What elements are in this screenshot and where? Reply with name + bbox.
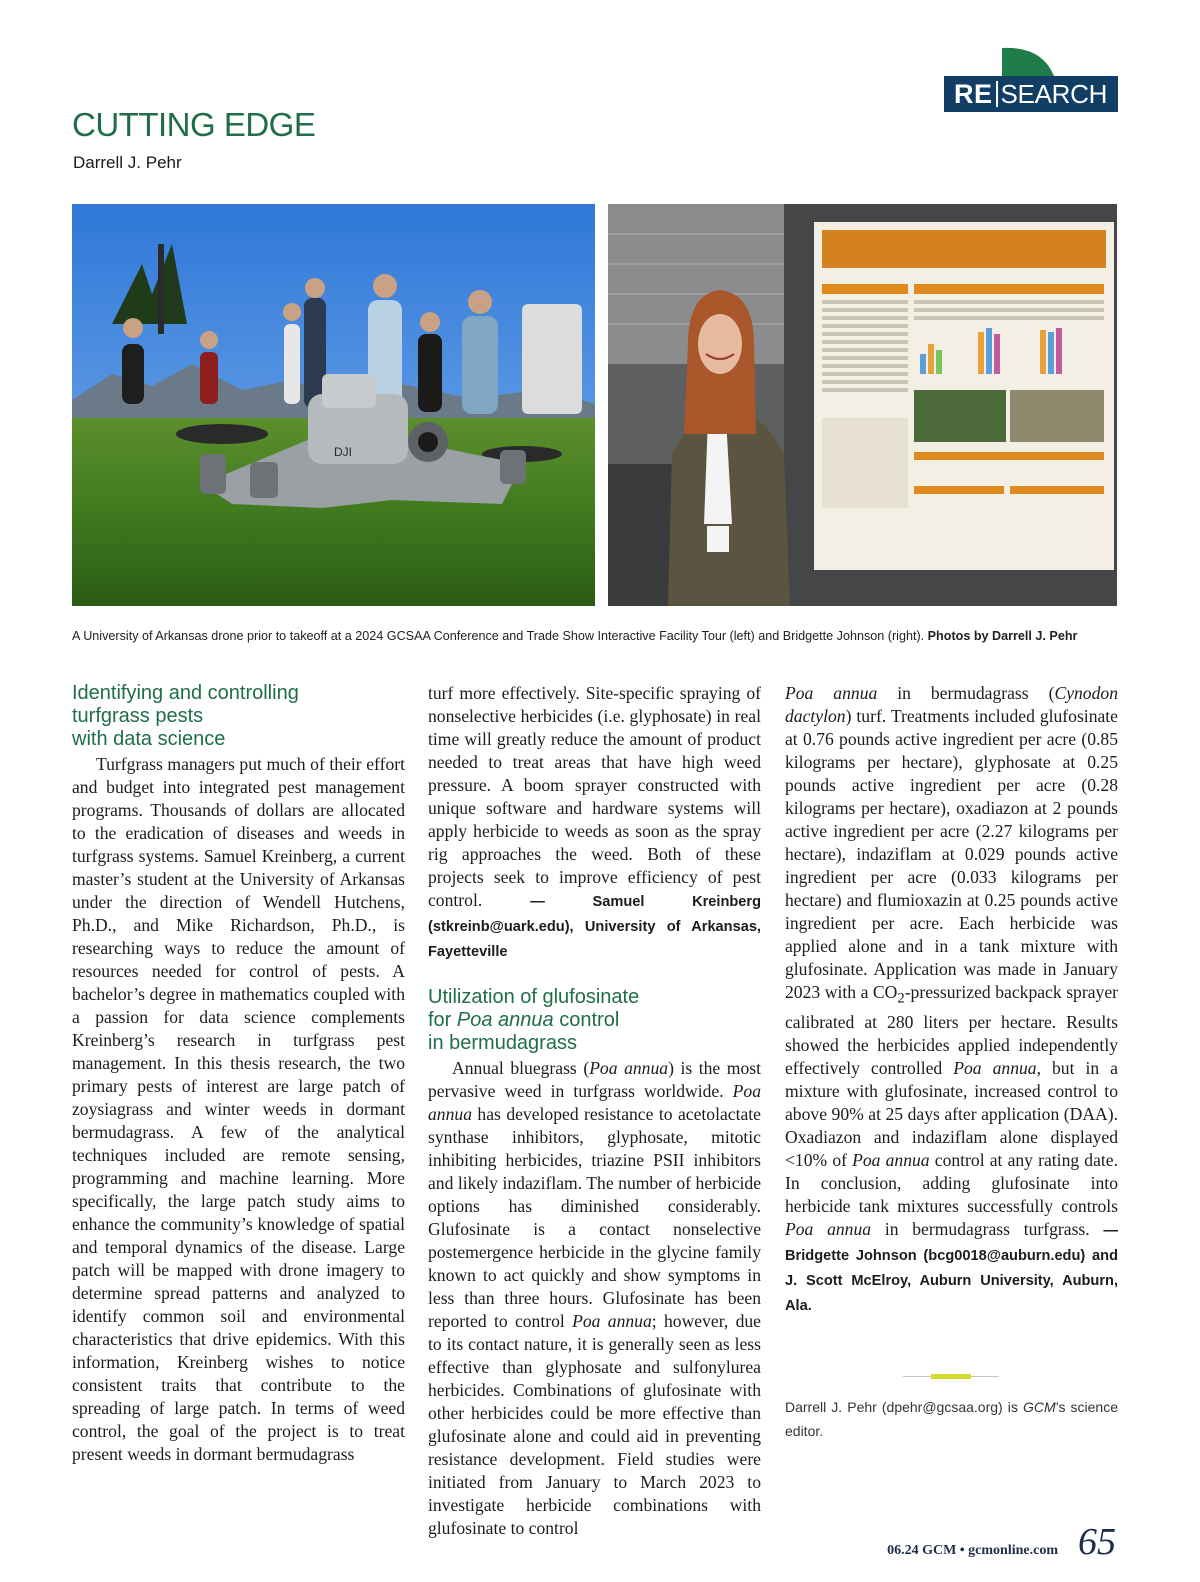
bio-post: ’s science editor.	[785, 1399, 1118, 1439]
logo-re: RE	[954, 78, 993, 109]
leaf-icon	[1002, 46, 1054, 76]
article1-heading-line2: turfgrass pests	[72, 705, 204, 727]
divider-highlight	[931, 1374, 971, 1379]
author-byline: Darrell J. Pehr	[73, 153, 182, 172]
article2-text-6: -pressurized backpack sprayer calibrated at 280 liters per hectare. Results showed the herbicides applied independently effectively controlled	[785, 982, 1118, 1078]
article2-heading-species: Poa annua	[456, 1009, 554, 1031]
article2-heading-line1: Utilization of glufosinate	[428, 986, 640, 1008]
researcher-photo-image	[608, 204, 1117, 606]
article2-species-5: Cynodon dactylon	[785, 683, 1118, 726]
article2-text-5: ) turf. Treatments included glufosinate at 0.76 pounds active ingredient per acre (0.85 kilograms per hectare), glyphosate at 0.25 pounds active ingredient per acre (0.28 kilograms per hectare), oxadiazon at 2 pounds active ingredient per acre (2.27 kilograms per hectare), indaziflam at 0.029 pounds active ingredient per acre (0.033 kilograms per hectare) and flumioxazin at 0.25 pounds active ingredient per acre. Each herbicide was applied alone and in a tank mixture with glufosinate. Application was made in January 2023 with a CO	[785, 706, 1118, 1002]
photo-credit: Photos by Darrell J. Pehr	[927, 629, 1078, 643]
article2-heading-line2-post: control	[553, 1009, 620, 1031]
research-logo	[944, 46, 1118, 112]
article2-text-2: has developed resistance to acetolactate synthase inhibitors, glyphosate, mitotic inhibiting herbicides, triazine PSII inhibitors and likely indaziflam. The number of herbicide options has diminished considerably. Glufosinate is a contact nonselective postemergence herbicide in the glycine family known to act quickly and show symptoms in less than three hours. Glufosinate has been reported to control	[428, 1104, 761, 1331]
article2-intro-post: ) is the most pervasive weed in turfgrass worldwide.	[428, 1058, 761, 1101]
logo-search: SEARCH	[1000, 78, 1108, 109]
article1-body: Turfgrass managers put much of their effort and budget into integrated pest management programs. Thousands of dollars are allocated to the eradication of diseases and weeds in turfgrass systems. Samuel Kreinberg, a current master’s student at the University of Arkansas under the direction of Wendell Hutchens, Ph.D., and Mike Richardson, Ph.D., is researching ways to reduce the amount of resources needed for control of pests. A bachelor’s degree in mathematics coupled with a passion for data science complements Kreinberg’s research in turfgrass pest management. In this thesis research, the two primary pests of interest are large patch of zoysiagrass and winter weeds in dormant bermudagrass. A few of the analytical techniques included are remote sensing, programming and machine learning. More specifically, the large patch study aims to enhance the community’s knowledge of spatial and temporal dynamics of the disease. Large patch will be mapped with drone imagery to determine spread patterns and analyzed to identify common soil and environmental characteristics that drive epidemics. With this information, Kreinberg wishes to notice consistent traits that contribute to the spreading of large patch. In terms of weed control, the goal of the project is to treat present weeds in dormant bermudagrass	[72, 754, 405, 1464]
article2-species-3: Poa annua	[572, 1311, 652, 1331]
section-title: CUTTING EDGE	[72, 106, 316, 143]
article2-text-3: ; however, due to its contact nature, it is generally seen as less effective than glyphosate and sulfonylurea herbicides. Combinations of glufosinate with other herbicides could be more effective than glufosinate alone and could aid in preventing resistance development. Field studies were initiated from January to March 2023 to investigate herbicide combinations with glufosinate to control	[428, 1311, 761, 1538]
column-1	[72, 682, 405, 1466]
page-footer	[887, 1520, 1116, 1564]
article2-text-8: control at any rating date. In conclusion, adding glufosinate into herbicide tank mixtures successfully controls	[785, 1149, 1119, 1216]
article-gap	[428, 964, 761, 986]
page-number: 65	[1078, 1521, 1116, 1563]
article2-text-7: , but in a mixture with glufosinate, increased control to above 90% at 25 days after application (DAA). Oxadiazon and indaziflam alone displayed <10% of	[785, 1057, 1118, 1170]
bio-magazine: GCM	[1022, 1399, 1056, 1415]
logo-bar	[944, 76, 1118, 112]
article2-body	[428, 1057, 761, 1540]
article2-intro-species: Poa annua	[589, 1058, 669, 1078]
bio-pre: Darrell J. Pehr (dpehr@gcsaa.org) is	[785, 1399, 1023, 1415]
photo-caption	[72, 629, 1118, 643]
article1-heading	[72, 682, 405, 751]
drone-photo	[72, 204, 595, 606]
article1-heading-line1: Identifying and controlling	[72, 682, 299, 704]
article1-body-col2: turf more effectively. Site-specific spraying of nonselective herbicides (i.e. glyphosate) in real time will greatly reduce the amount of product needed to treat areas that have high weed pressure. A boom sprayer constructed with unique software and hardware systems will apply herbicide to weeds as soon as the spray rig approaches the weed. Both of these projects seek to improve efficiency of pest control.	[428, 683, 761, 910]
article2-text-4: in bermudagrass (	[877, 683, 1055, 703]
co2-subscript: 2	[897, 990, 905, 1007]
logo-divider	[996, 81, 998, 107]
article2-body-continued	[785, 682, 1118, 1318]
article2-species-6: Poa annua	[953, 1057, 1037, 1078]
drone-photo-image	[72, 204, 595, 606]
article2-species-7: Poa annua	[852, 1149, 930, 1170]
article1-heading-line3: with data science	[72, 728, 226, 750]
article2-species-2: Poa annua	[428, 1081, 761, 1124]
article2-heading-line2-pre: for	[428, 1009, 457, 1031]
article1-body-continued	[428, 682, 761, 964]
divider-rule	[903, 1374, 999, 1380]
article2-heading-line3: in bermudagrass	[428, 1032, 577, 1054]
column-2	[428, 682, 761, 1540]
article2-signature: — Bridgette Johnson (bcg0018@auburn.edu) and J. Scott McElroy, Auburn University, Auburn, Ala.	[785, 1222, 1118, 1314]
article2-text-9: in bermudagrass turfgrass.	[871, 1218, 1104, 1239]
researcher-photo	[608, 204, 1117, 606]
footer-issue: 06.24 GCM • gcmonline.com	[887, 1543, 1058, 1558]
article2-heading	[428, 986, 761, 1055]
drone-label: DJI	[334, 445, 352, 459]
article2-species-8: Poa annua	[785, 1218, 872, 1239]
article1-signature: — Samuel Kreinberg (stkreinb@uark.edu), University of Arkansas, Fayetteville	[428, 894, 762, 960]
author-bio	[785, 1395, 1118, 1443]
article2-species-4: Poa annua	[785, 683, 878, 703]
caption-text: A University of Arkansas drone prior to takeoff at a 2024 GCSAA Conference and Trade Show Interactive Facility Tour (left) and Bridgette Johnson (right).	[72, 629, 928, 643]
article2-intro-pre: Annual bluegrass (	[452, 1058, 590, 1078]
column-3	[785, 682, 1118, 1318]
